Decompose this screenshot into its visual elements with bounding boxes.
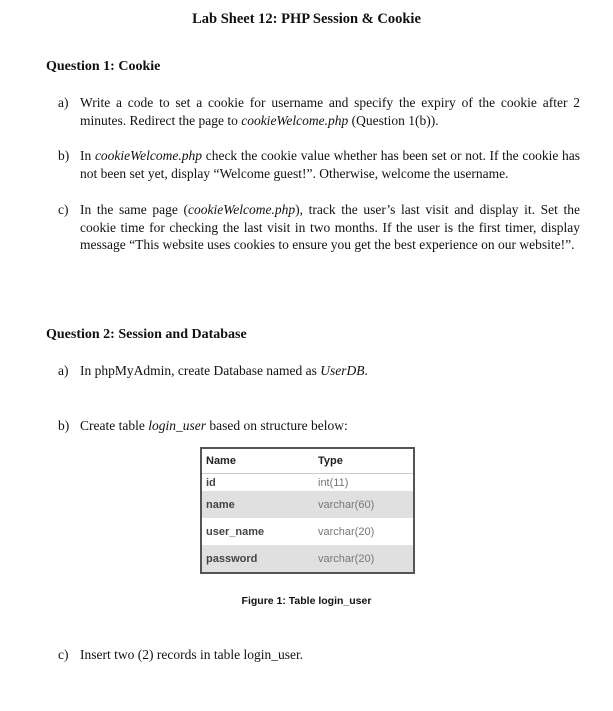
figure-caption: Figure 1: Table login_user bbox=[241, 595, 372, 607]
column-header-name: Name bbox=[201, 448, 314, 474]
item-text: Create table login_user based on structure below: bbox=[80, 418, 348, 433]
question-2a bbox=[58, 362, 580, 380]
field-name: user_name bbox=[201, 518, 314, 545]
field-type: varchar(20) bbox=[314, 545, 414, 573]
table-row bbox=[201, 518, 414, 545]
field-type: varchar(20) bbox=[314, 518, 414, 545]
table-row bbox=[201, 474, 414, 492]
item-label: c) bbox=[58, 647, 69, 662]
question-1a bbox=[58, 94, 580, 129]
question-2-heading: Question 2: Session and Database bbox=[46, 327, 247, 342]
file-name: cookieWelcome.php bbox=[94, 148, 203, 163]
database-name: UserDB bbox=[320, 363, 365, 378]
question-2b bbox=[58, 417, 580, 435]
table-structure bbox=[200, 447, 415, 574]
item-text: Insert two (2) records in table login_user. bbox=[80, 647, 304, 662]
field-name: id bbox=[201, 474, 314, 492]
field-name: name bbox=[201, 491, 314, 518]
item-text: Write a code to set a cookie for username and specify the expiry of the cookie after 2 minutes. Redirect the page to cookieWelcome.php (Question 1(b)). bbox=[80, 95, 580, 128]
column-header-type: Type bbox=[314, 448, 414, 474]
item-label: a) bbox=[58, 363, 69, 378]
table-row bbox=[201, 491, 414, 518]
item-label: c) bbox=[58, 202, 69, 217]
item-text: In cookieWelcome.php check the cookie value whether has been set or not. If the cookie has not been set yet, display “Welcome guest!”. Otherwise, welcome the username. bbox=[80, 148, 581, 181]
file-name: cookieWelcome.php bbox=[188, 202, 296, 217]
field-type: int(11) bbox=[314, 474, 414, 492]
table-row bbox=[201, 545, 414, 573]
file-name: cookieWelcome.php bbox=[241, 112, 349, 128]
field-name: password bbox=[201, 545, 314, 573]
item-label: b) bbox=[58, 148, 70, 163]
question-1-heading: Question 1: Cookie bbox=[46, 59, 161, 74]
item-label: b) bbox=[58, 418, 70, 433]
question-1c bbox=[58, 201, 580, 254]
item-text: In phpMyAdmin, create Database named as UserDB. bbox=[80, 363, 368, 378]
question-1b bbox=[58, 147, 580, 182]
item-text: In the same page (cookieWelcome.php), track the user’s last visit and display it. Set the cookie time for checking the last visit in two months. If the user is the first timer, display message “This website uses cookies to ensure you get the best experience on our website!”. bbox=[80, 202, 580, 252]
table-name: login_user bbox=[148, 418, 206, 433]
item-label: a) bbox=[58, 95, 69, 110]
table-header-row bbox=[201, 448, 414, 474]
question-2c bbox=[58, 646, 580, 664]
document-title: Lab Sheet 12: PHP Session & Cookie bbox=[192, 11, 421, 27]
field-type: varchar(60) bbox=[314, 491, 414, 518]
